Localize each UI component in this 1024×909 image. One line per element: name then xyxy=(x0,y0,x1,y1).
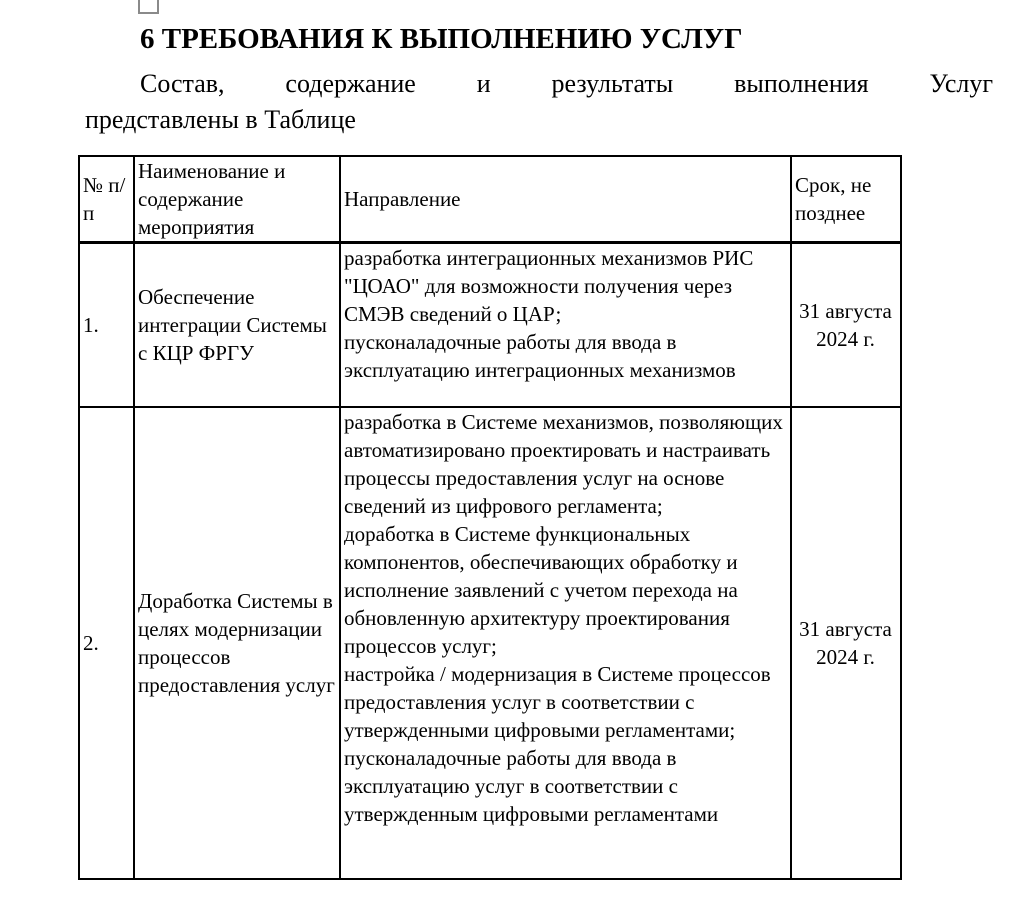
table-row xyxy=(79,407,901,879)
column-header-deadline: Срок, не позднее xyxy=(791,156,901,243)
direction-cell xyxy=(340,407,791,879)
direction-cell xyxy=(340,243,791,407)
column-header-name: Наименование и содержание мероприятия xyxy=(134,156,340,243)
measure-name-cell: Доработка Системы в целях модернизации процессов предоставления услуг xyxy=(134,407,340,879)
direction-item: пусконаладочные работы для ввода в эксплуатацию услуг в соответствии с утвержденным цифровыми регламентами xyxy=(344,745,719,826)
direction-item: разработка интеграционных механизмов РИС "ЦОАО" для возможности получения через СМЭВ сведений о ЦАР; xyxy=(344,246,754,327)
section-heading: 6 ТРЕБОВАНИЯ К ВЫПОЛНЕНИЮ УСЛУГ xyxy=(140,23,743,55)
measure-name-cell: Обеспечение интеграции Системы с КЦР ФРГУ xyxy=(134,243,340,407)
deadline-cell: 31 августа 2024 г. xyxy=(791,407,901,879)
intro-line-2: представлены в Таблице xyxy=(85,105,356,135)
row-number-cell: 2. xyxy=(79,407,134,879)
empty-square-marker-icon xyxy=(138,0,159,14)
column-header-direction: Направление xyxy=(340,156,791,243)
intro-paragraph xyxy=(85,66,993,138)
deadline-cell: 31 августа 2024 г. xyxy=(791,243,901,407)
column-header-num: № п/п xyxy=(79,156,134,243)
requirements-table xyxy=(78,155,902,880)
direction-item: разработка в Системе механизмов, позволяющих автоматизировано проектировать и настраивать процессы предоставления услуг на основе сведений из цифрового регламента; xyxy=(344,409,783,518)
direction-item: пусконаладочные работы для ввода в эксплуатацию интеграционных механизмов xyxy=(344,330,736,383)
table-row xyxy=(79,243,901,407)
table-header-row xyxy=(79,156,901,243)
row-number-cell: 1. xyxy=(79,243,134,407)
direction-item: доработка в Системе функциональных компонентов, обеспечивающих обработку и исполнение заявлений с учетом перехода на обновленную архитектуру проектирования процессов услуг; xyxy=(344,521,738,658)
intro-line-1: Состав, содержание и результаты выполнения Услуг xyxy=(140,69,993,99)
direction-item: настройка / модернизация в Системе процессов предоставления услуг в соответствии с утвержденными цифровыми регламентами; xyxy=(344,661,771,742)
